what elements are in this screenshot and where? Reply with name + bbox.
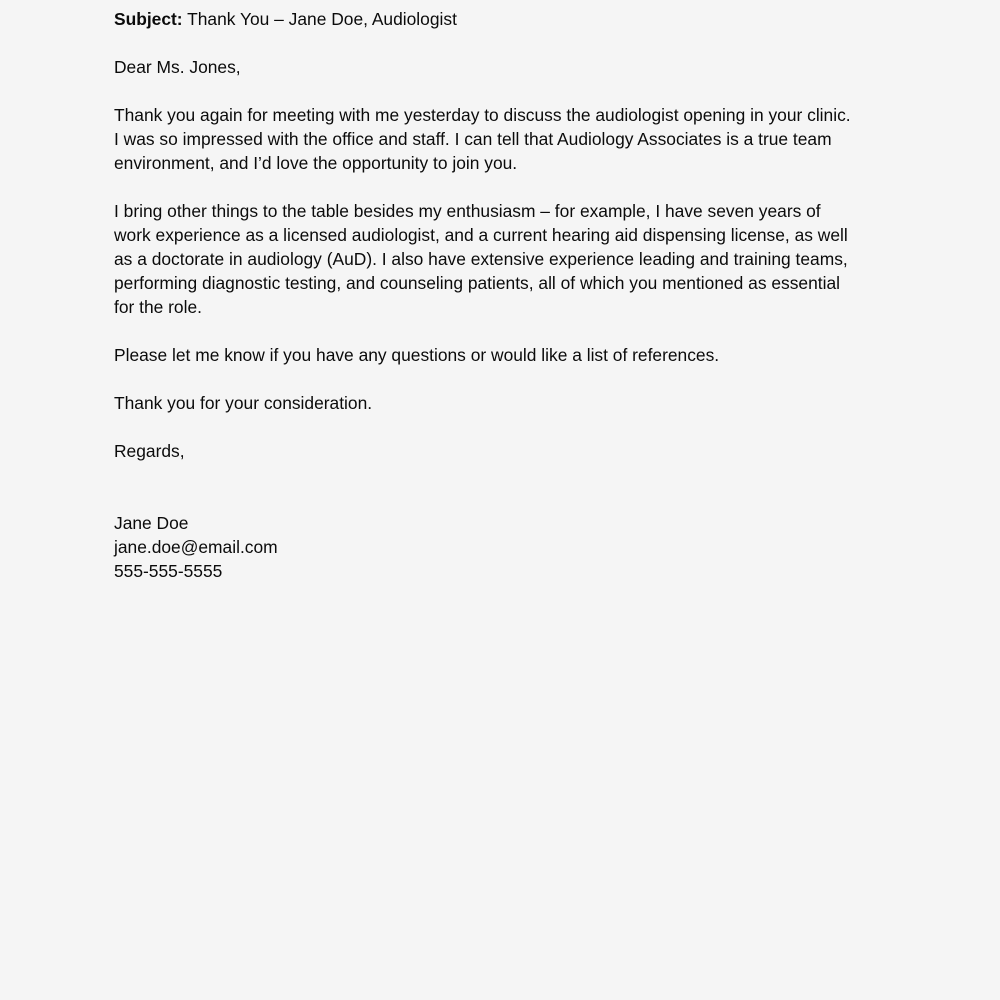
signature-gap bbox=[114, 487, 894, 511]
signature-block bbox=[114, 511, 894, 583]
paragraph-line: I was so impressed with the office and staff. I can tell that Audiology Associates is a true team bbox=[114, 129, 832, 149]
salutation: Dear Ms. Jones, bbox=[114, 57, 241, 77]
letter-body bbox=[114, 7, 894, 583]
paragraph-line: as a doctorate in audiology (AuD). I also have extensive experience leading and training teams, bbox=[114, 249, 848, 269]
paragraph-line: work experience as a licensed audiologist, and a current hearing aid dispensing license, as well bbox=[114, 225, 848, 245]
closing: Regards, bbox=[114, 441, 185, 461]
subject-text: Thank You – Jane Doe, Audiologist bbox=[187, 9, 457, 29]
paragraph-line: performing diagnostic testing, and counseling patients, all of which you mentioned as essential bbox=[114, 273, 841, 293]
paragraph-meeting-thanks bbox=[114, 103, 894, 175]
paragraph-consideration: Thank you for your consideration. bbox=[114, 393, 373, 413]
paragraph-qualifications bbox=[114, 199, 894, 319]
paragraph-line: I bring other things to the table besides my enthusiasm – for example, I have seven years of bbox=[114, 201, 821, 221]
paragraph-references: Please let me know if you have any questions or would like a list of references. bbox=[114, 345, 720, 365]
signature-phone: 555-555-5555 bbox=[114, 561, 223, 581]
subject-label: Subject: bbox=[114, 9, 183, 29]
paragraph-line: for the role. bbox=[114, 297, 202, 317]
signature-email: jane.doe@email.com bbox=[114, 537, 278, 557]
subject-line bbox=[114, 7, 894, 31]
signature-name: Jane Doe bbox=[114, 513, 189, 533]
paragraph-line: Thank you again for meeting with me yesterday to discuss the audiologist opening in your clinic. bbox=[114, 105, 851, 125]
paragraph-line: environment, and I’d love the opportunity to join you. bbox=[114, 153, 518, 173]
